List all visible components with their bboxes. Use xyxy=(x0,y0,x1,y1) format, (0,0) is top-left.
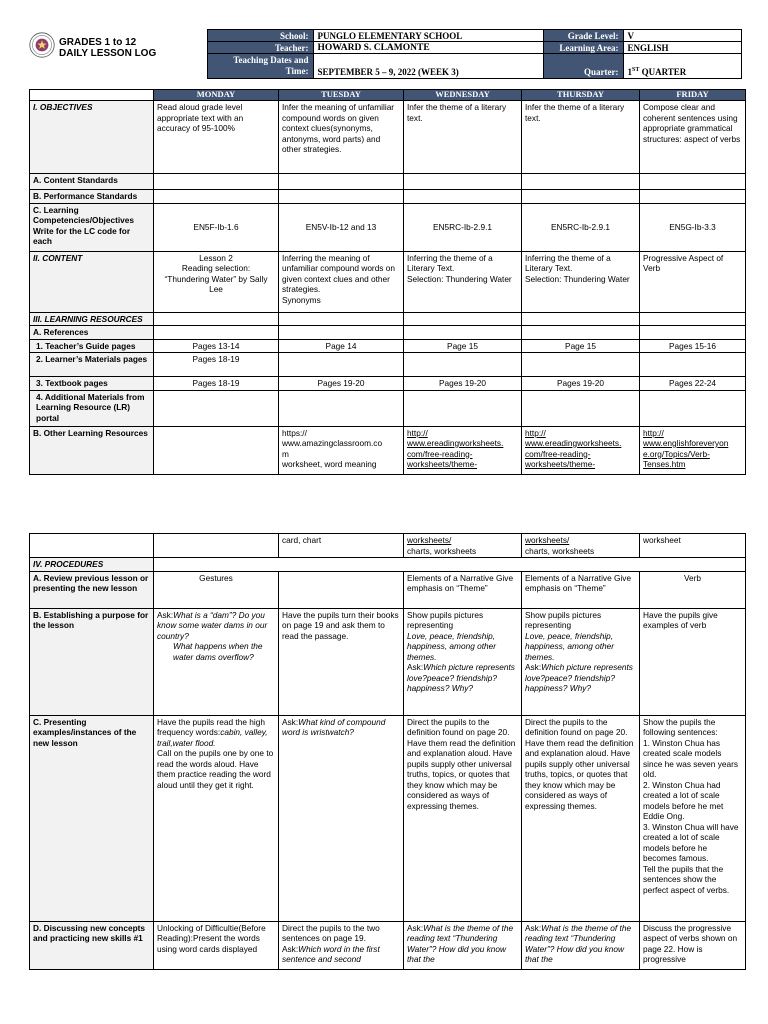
teachers-guide-label: 1. Teacher’s Guide pages xyxy=(30,339,154,353)
discussing-wed: Ask:What is the theme of the reading text “Thundering Water”? How did you know that the xyxy=(404,921,522,969)
teacher-label: Teacher: xyxy=(207,42,313,54)
discussing-tue: Direct the pupils to the two sentences on page 19. Ask:Which word in the first sentence and second xyxy=(279,921,404,969)
presenting-mon: Have the pupils read the high frequency words:cabin, valley, trail,water flood. Call on the pupils one by one to read the words aloud. Have them practice reading the word aloud until they get it right. xyxy=(154,715,279,921)
school-value: PUNGLO ELEMENTARY SCHOOL xyxy=(313,30,543,42)
other-resources-row xyxy=(30,426,746,474)
competencies-thu: EN5RC-Ib-2.9.1 xyxy=(522,203,640,251)
review-fri: Verb xyxy=(640,571,746,608)
header-table xyxy=(29,29,742,79)
competencies-label: C. Learning Competencies/Objectives Write for the LC code for each xyxy=(30,203,154,251)
cont-tue: card, chart xyxy=(279,534,404,558)
review-wed: Elements of a Narrative Give emphasis on “Theme” xyxy=(404,571,522,608)
procedures-row xyxy=(30,558,746,572)
content-fri: Progressive Aspect of Verb xyxy=(640,251,746,312)
grade-level-value: V xyxy=(623,30,741,42)
presenting-wed: Direct the pupils to the definition found on page 20. Have them read the definition and explanation aloud. Have pupils supply other universal truths, topics, or quotes that they know which may be considered as ways of expressing themes. xyxy=(404,715,522,921)
purpose-thu: Show pupils pictures representing Love, peace, friendship, happiness, among other themes. Ask:Which picture represents love?peace? friendship?happiness? Why? xyxy=(522,608,640,715)
textbook-label: 3. Textbook pages xyxy=(30,377,154,391)
content-standards-row xyxy=(30,174,746,190)
discussing-label: D. Discussing new concepts and practicing new skills #1 xyxy=(30,921,154,969)
tb-fri: Pages 22-24 xyxy=(640,377,746,391)
content-standards-label: A. Content Standards xyxy=(30,174,154,190)
competencies-fri: EN5G-Ib-3.3 xyxy=(640,203,746,251)
purpose-mon: Ask:What is a “dam”? Do you know some water dams in our country? What happens when the water dams overflow? xyxy=(154,608,279,715)
review-thu: Elements of a Narrative Give emphasis on “Theme” xyxy=(522,571,640,608)
tb-wed: Pages 19-20 xyxy=(404,377,522,391)
review-mon: Gestures xyxy=(154,571,279,608)
objectives-wed: Infer the theme of a literary text. xyxy=(404,101,522,174)
purpose-label: B. Establishing a purpose for the lesson xyxy=(30,608,154,715)
learners-materials-label: 2. Learner’s Materials pages xyxy=(30,353,154,377)
procedures-label: IV. PROCEDURES xyxy=(30,558,154,572)
discussing-row xyxy=(30,921,746,969)
presenting-fri: Show the pupils the following sentences: 1. Winston Chua has created scale models since he was seven years old. 2. Winston Chua had created a lot of scale models before he met Eddie Ong. 3. Winston Chua will have created a lot of scale models before he becomes famous. Tell the pupils that the sentences show the perfect aspect of verbs. xyxy=(640,715,746,921)
content-wed: Inferring the theme of a Literary Text. Selection: Thundering Water xyxy=(404,251,522,312)
additional-materials-row xyxy=(30,390,746,426)
deped-seal-icon xyxy=(29,32,55,58)
tg-tue: Page 14 xyxy=(279,339,404,353)
day-header-thursday: THURSDAY xyxy=(522,90,640,101)
textbook-row xyxy=(30,377,746,391)
lm-mon: Pages 18-19 xyxy=(154,353,279,377)
objectives-thu: Infer the theme of a literary text. xyxy=(522,101,640,174)
day-header-monday: MONDAY xyxy=(154,90,279,101)
doc-title-line-1: GRADES 1 to 12 xyxy=(59,36,137,48)
purpose-tue: Have the pupils turn their books on page 19 and ask them to read the passage. xyxy=(279,608,404,715)
lesson-log-table-2 xyxy=(29,533,746,970)
content-tue: Inferring the meaning of unfamiliar compound words on given context clues and other strategies. Synonyms xyxy=(279,251,404,312)
other-resources-fri-link[interactable]: http:// www.englishforeveryon e.org/Topics/Verb- Tenses.htm xyxy=(640,426,746,474)
tg-mon: Pages 13-14 xyxy=(154,339,279,353)
content-mon: Lesson 2 Reading selection: “Thundering Water” by Sally Lee xyxy=(154,251,279,312)
tb-thu: Pages 19-20 xyxy=(522,377,640,391)
learning-area-label: Learning Area: xyxy=(543,42,623,54)
presenting-label: C. Presenting examples/instances of the new lesson xyxy=(30,715,154,921)
cont-wed: worksheets/ charts, worksheets xyxy=(404,534,522,558)
competencies-wed: EN5RC-Ib-2.9.1 xyxy=(404,203,522,251)
references-row xyxy=(30,326,746,340)
other-resources-wed-link[interactable]: http:// www.ereadingworksheets. com/free-reading- worksheets/theme- xyxy=(404,426,522,474)
day-header-wednesday: WEDNESDAY xyxy=(404,90,522,101)
purpose-wed: Show pupils pictures representing Love, peace, friendship, happiness, among other themes. Ask:Which picture represents love?peace? friendship?happiness? Why? xyxy=(404,608,522,715)
tb-tue: Pages 19-20 xyxy=(279,377,404,391)
objectives-label: I. OBJECTIVES xyxy=(30,101,154,174)
references-label: A. References xyxy=(30,326,154,340)
tg-thu: Page 15 xyxy=(522,339,640,353)
header-logo-block xyxy=(29,30,207,79)
lesson-log-table-1 xyxy=(29,89,746,475)
quarter-value: 1ST QUARTER xyxy=(623,54,741,79)
other-resources-thu-link[interactable]: http:// www.ereadingworksheets. com/free-reading- worksheets/theme- xyxy=(522,426,640,474)
resources-continuation-row xyxy=(30,534,746,558)
learning-resources-label: III. LEARNING RESOURCES xyxy=(30,312,154,326)
competencies-tue: EN5V-Ib-12 and 13 xyxy=(279,203,404,251)
objectives-mon: Read aloud grade level appropriate text with an accuracy of 95-100% xyxy=(154,101,279,174)
performance-standards-row xyxy=(30,190,746,204)
purpose-fri: Have the pupils give examples of verb xyxy=(640,608,746,715)
content-label: II. CONTENT xyxy=(30,251,154,312)
cont-thu: worksheets/ charts, worksheets xyxy=(522,534,640,558)
discussing-mon: Unlocking of Difficultie(Before Reading):Present the words using word cards displayed xyxy=(154,921,279,969)
discussing-fri: Discuss the progressive aspect of verbs shown on page 22. How is progressive xyxy=(640,921,746,969)
objectives-row xyxy=(30,101,746,174)
presenting-tue: Ask:What kind of compound word is wristwatch? xyxy=(279,715,404,921)
teacher-value: HOWARD S. CLAMONTE xyxy=(313,42,543,54)
learning-resources-row xyxy=(30,312,746,326)
presenting-row xyxy=(30,715,746,921)
additional-materials-label: 4. Additional Materials from Learning Resource (LR) portal xyxy=(30,390,154,426)
doc-title-line-2: DAILY LESSON LOG xyxy=(59,47,157,59)
review-row xyxy=(30,571,746,608)
quarter-label: Quarter: xyxy=(543,54,623,79)
learning-area-value: ENGLISH xyxy=(623,42,741,54)
purpose-row xyxy=(30,608,746,715)
tb-mon: Pages 18-19 xyxy=(154,377,279,391)
document-title xyxy=(59,37,156,59)
discussing-thu: Ask:What is the theme of the reading text “Thundering Water”? How did you know that the xyxy=(522,921,640,969)
teaching-dates-value: SEPTEMBER 5 – 9, 2022 (WEEK 3) xyxy=(313,54,543,79)
competencies-row xyxy=(30,203,746,251)
day-header-friday: FRIDAY xyxy=(640,90,746,101)
corner-cell xyxy=(30,90,154,101)
school-label: School: xyxy=(207,30,313,42)
competencies-mon: EN5F-Ib-1.6 xyxy=(154,203,279,251)
performance-standards-label: B. Performance Standards xyxy=(30,190,154,204)
learners-materials-row xyxy=(30,353,746,377)
review-label: A. Review previous lesson or presenting the new lesson xyxy=(30,571,154,608)
objectives-fri: Compose clear and coherent sentences using appropriate grammatical structures: aspect of verbs xyxy=(640,101,746,174)
teaching-dates-label: Teaching Dates and Time: xyxy=(207,54,313,79)
objectives-tue: Infer the meaning of unfamiliar compound words on given context clues(synonyms, antonyms, word parts) and other strategies. xyxy=(279,101,404,174)
presenting-thu: Direct the pupils to the definition found on page 20. Have them read the definition and explanation aloud. Have pupils supply other universal truths, topics, or quotes that they know which may be considered as ways of expressing themes. xyxy=(522,715,640,921)
other-resources-label: B. Other Learning Resources xyxy=(30,426,154,474)
cont-fri: worksheet xyxy=(640,534,746,558)
grade-level-label: Grade Level: xyxy=(543,30,623,42)
tg-wed: Page 15 xyxy=(404,339,522,353)
content-row xyxy=(30,251,746,312)
other-resources-tue: https:// www.amazingclassroom.co m worksheet, word meaning xyxy=(279,426,404,474)
teachers-guide-row xyxy=(30,339,746,353)
day-header-tuesday: TUESDAY xyxy=(279,90,404,101)
content-thu: Inferring the theme of a Literary Text. Selection: Thundering Water xyxy=(522,251,640,312)
tg-fri: Pages 15-16 xyxy=(640,339,746,353)
